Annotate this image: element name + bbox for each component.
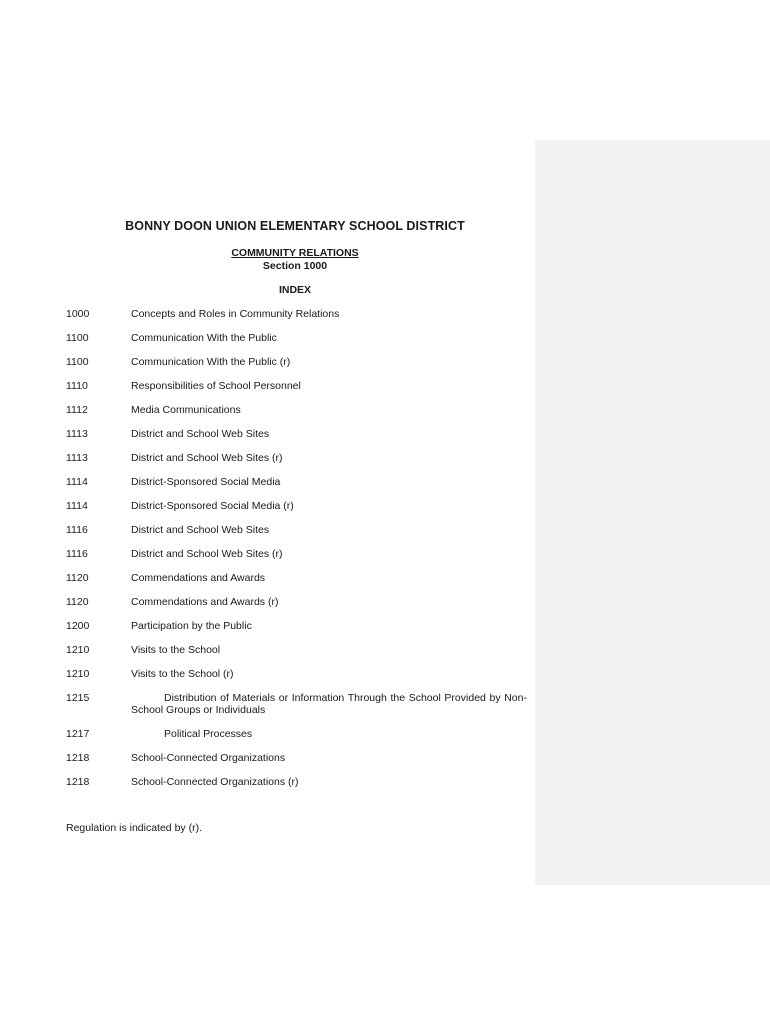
index-entry (66, 427, 527, 451)
entry-number: 1113 (66, 452, 88, 464)
entry-title: District-Sponsored Social Media (r) (131, 500, 294, 512)
document-title: BONNY DOON UNION ELEMENTARY SCHOOL DISTRICT (125, 219, 465, 233)
entry-number: 1000 (66, 308, 90, 320)
entry-title: Visits to the School (131, 644, 221, 656)
index-entry (66, 619, 527, 643)
entry-number: 1100 (66, 332, 89, 344)
index-entry (66, 775, 527, 799)
entry-title: District and School Web Sites (r) (131, 548, 283, 560)
index-entry (66, 523, 527, 547)
entry-number: 1120 (66, 572, 89, 584)
index-entry (66, 451, 527, 475)
entry-number: 1116 (66, 548, 88, 560)
index-entry (66, 475, 527, 499)
entry-number: 1110 (66, 380, 88, 392)
entry-title: District and School Web Sites (r) (131, 452, 283, 464)
entry-number: 1217 (66, 728, 90, 740)
entry-number: 1215 (66, 692, 90, 704)
entry-title: Responsibilities of School Personnel (131, 380, 301, 392)
index-entry (66, 355, 527, 379)
index-entry (66, 379, 527, 403)
index-entry (66, 595, 527, 619)
entry-title: Participation by the Public (131, 620, 252, 632)
index-entry (66, 307, 527, 331)
entry-number: 1218 (66, 752, 90, 764)
entry-number: 1116 (66, 524, 88, 536)
regulation-footnote: Regulation is indicated by (r). (66, 822, 202, 834)
entry-number: 1114 (66, 476, 88, 488)
entry-title: District and School Web Sites (131, 428, 270, 440)
index-entry (66, 547, 527, 571)
index-heading: INDEX (278, 284, 312, 296)
entry-title: Political Processes (164, 728, 253, 740)
entry-title: Visits to the School (r) (131, 668, 234, 680)
entry-number: 1112 (66, 404, 88, 416)
entry-title: Commendations and Awards (r) (131, 596, 279, 608)
index-entry (66, 571, 527, 595)
index-entry (66, 727, 527, 751)
entry-number: 1218 (66, 776, 90, 788)
entry-number: 1120 (66, 596, 89, 608)
index-entry (66, 331, 527, 355)
entry-title: Concepts and Roles in Community Relations (131, 308, 340, 320)
entry-number: 1100 (66, 356, 89, 368)
entry-title: Communication With the Public (r) (131, 356, 291, 368)
section-label: Section 1000 (262, 260, 328, 272)
entry-title: Communication With the Public (131, 332, 277, 344)
entry-title: Distribution of Materials or Information Through the School Provided by Non-School Groups or Individuals (131, 692, 527, 716)
index-entry (66, 667, 527, 691)
document-subtitle: COMMUNITY RELATIONS (231, 247, 359, 259)
entry-number: 1113 (66, 428, 88, 440)
index-list (66, 307, 527, 799)
index-entry (66, 403, 527, 427)
index-entry (66, 691, 527, 727)
index-entry (66, 643, 527, 667)
entry-title: District and School Web Sites (131, 524, 270, 536)
entry-title: School-Connected Organizations (131, 752, 286, 764)
entry-title: Commendations and Awards (131, 572, 266, 584)
entry-number: 1114 (66, 500, 88, 512)
entry-number: 1200 (66, 620, 90, 632)
entry-title: Media Communications (131, 404, 241, 416)
index-entry (66, 751, 527, 775)
entry-number: 1210 (66, 644, 90, 656)
entry-title: District-Sponsored Social Media (131, 476, 281, 488)
entry-number: 1210 (66, 668, 90, 680)
entry-title: School-Connected Organizations (r) (131, 776, 299, 788)
index-entry (66, 499, 527, 523)
